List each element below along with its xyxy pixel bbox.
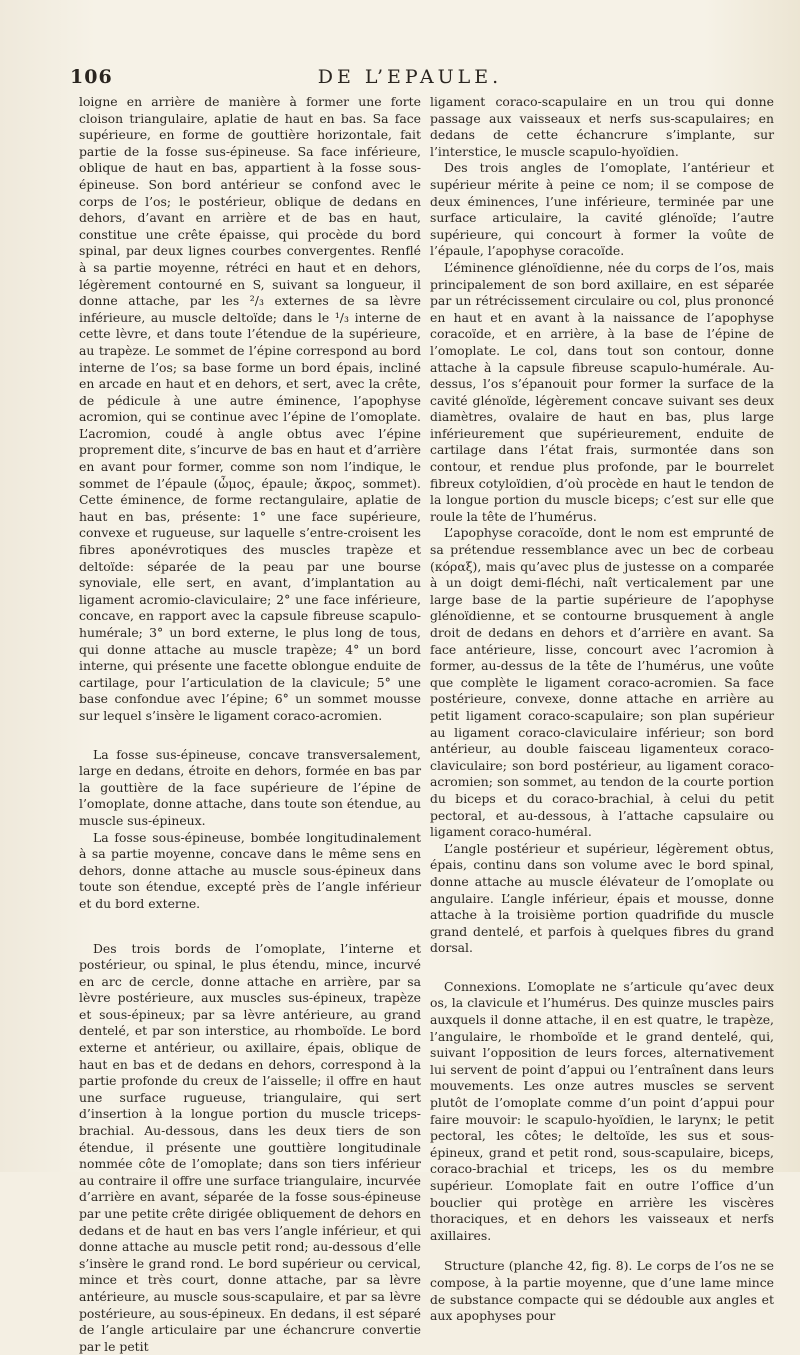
paragraph-angle-posterieur: L’angle postérieur et supérieur, légèrement obtus, épais, continu dans son volume avec le bord spinal, donne attache au muscle élévateur de l’omoplate ou angulaire. L’angle inférieur, épais et mousse, donne attache à la troisième portion quadrifide du muscle grand dentelé, et parfois à quelques fibres du grand dorsal. (430, 841, 774, 957)
page-header (70, 66, 750, 90)
paragraph-angles: Des trois angles de l’omoplate, l’antérieur et supérieur mérite à peine ce nom; il se compose de deux éminences, l’une inférieure, terminée par une surface articulaire, la cavité glénoïde; l’autre supérieure, qui concourt à former la voûte de l’épaule, l’apophyse coracoïde. (430, 160, 774, 260)
paragraph-ligament: ligament coraco-scapulaire en un trou qui donne passage aux vaisseaux et nerfs sus-scapulaires; en dedans de cette échancrure s’implante, sur l’interstice, le muscle scapulo-hyoïdien. (430, 94, 774, 160)
paragraph-connexions: Connexions. L’omoplate ne s’articule qu’avec deux os, la clavicule et l’humérus. Des quinze muscles pairs auxquels il donne attache, il en est quatre, le trapèze, l’angulaire, le rhomboïde et le grand dentelé, qui, suivant l’opposition de leurs forces, alternativement lui servent de point d’appui ou l’entraînent dans leurs mouvements. Les onze autres muscles se servent plutôt de l’omoplate comme d’un point d’appui pour faire mouvoir: le scapulo-hyoïdien, le larynx; le petit pectoral, les côtes; le deltoïde, les sus et sous-épineux, grand et petit rond, sous-scapulaire, biceps, coraco-brachial et triceps, les os du membre supérieur. L’omoplate fait en outre l’office d’un bouclier qui protège en arrière les viscères thoraciques, et en dehors les vaisseaux et nerfs axillaires. (430, 979, 774, 1245)
paragraph-bords: Des trois bords de l’omoplate, l’interne et postérieur, ou spinal, le plus étendu, mince, incurvé en arc de cercle, donne attache en arrière, par sa lèvre postérieure, aux muscles sus-épineux, trapèze et sous-épineux; par sa lèvre antérieure, au grand dentelé, et par son interstice, au rhomboïde. Le bord externe et antérieur, ou axillaire, épais, oblique de haut en bas et de dedans en dehors, correspond à la partie profonde du creux de l’aisselle; il offre en haut une surface rugueuse, triangulaire, qui sert d’insertion à la longue portion du muscle triceps-brachial. Au-dessous, dans les deux tiers de son étendue, il présente une gouttière longitudinale nommée côte de l’omoplate; dans son tiers inférieur au contraire il offre une surface triangulaire, incurvée d’arrière en avant, séparée de la fosse sous-épineuse par une petite crête dirigée obliquement de dehors en dedans et de haut en bas vers l’angle inférieur, et qui donne attache au muscle petit rond; au-dessous d’elle s’insère le grand rond. Le bord supérieur ou cervical, mince et très court, donne attache, par sa lèvre antérieure, au muscle sous-scapulaire, et par sa lèvre postérieure, au sous-épineux. En dedans, il est séparé de l’angle articulaire par une échancrure convertie par le petit (79, 941, 421, 1355)
paragraph-structure: Structure (planche 42, fig. 8). Le corps de l’os ne se compose, à la partie moyenne, que d’une lame mince de substance compacte qui se dédouble aux angles et aux apophyses pour (430, 1258, 774, 1324)
paragraph-apophyse-coracoide: L’apophyse coracoïde, dont le nom est emprunté de sa prétendue ressemblance avec un bec de corbeau (κόραξ), mais qu’avec plus de justesse on a comparée à un doigt demi-fléchi, naît verticalement par une large base de la partie supérieure de l’apophyse glénoïdienne, et se contourne brusquement à angle droit de dedans en dehors et d’arrière en avant. Sa face antérieure, lisse, concourt avec l’acromion à former, au-dessus de la tête de l’humérus, une voûte que complète le ligament coraco-acromien. Sa face postérieure, convexe, donne attache en arrière au petit ligament coraco-scapulaire; son plan supérieur au ligament coraco-claviculaire inférieur; son bord antérieur, au double faisceau ligamenteux coraco-claviculaire; son bord postérieur, au ligament coraco-acromien; son sommet, au tendon de la courte portion du biceps et du coraco-brachial, à celui du petit pectoral, et au-dessous, à l’attache capsulaire ou ligament coraco-huméral. (430, 525, 774, 840)
paragraph-eminence-glenoidienne: L’éminence glénoïdienne, née du corps de l’os, mais principalement de son bord axillaire, en est séparée par un rétrécissement circulaire ou col, plus prononcé en haut et en avant à la naissance de l’apophyse coracoïde, et en arrière, à la base de l’épine de l’omoplate. Le col, dans tout son contour, donne attache à la capsule fibreuse scapulo-humérale. Au-dessus, l’os s’épanouit pour former la surface de la cavité glénoïde, légèrement concave suivant ses deux diamètres, ovalaire de haut en bas, plus large inférieurement que supérieurement, enduite de cartilage dans l’état frais, surmontée dans son contour, et rendue plus profonde, par le bourrelet fibreux cotyloïdien, d’où procède en haut le tendon de la longue portion du muscle biceps; c’est sur elle que roule la tête de l’humérus. (430, 260, 774, 526)
paragraph-fosse-sus-epineuse: La fosse sus-épineuse, concave transversalement, large en dedans, étroite en dehors, formée en bas par la gouttière de la face supérieure de l’épine de l’omoplate, donne attache, dans toute son étendue, au muscle sus-épineux. (79, 747, 421, 830)
left-column (79, 94, 421, 1355)
right-column (430, 94, 774, 1325)
paragraph-epine: loigne en arrière de manière à former une forte cloison triangulaire, aplatie de haut en bas. Sa face supérieure, en forme de gouttière horizontale, fait partie de la fosse sus-épineuse. Sa face inférieure, oblique de haut en bas, appartient à la fosse sous-épineuse. Son bord antérieur se confond avec le corps de l’os; le postérieur, oblique de dedans en dehors, d’avant en arrière et de bas en haut, constitue une crête épaisse, qui procède du bord spinal, par deux lignes courbes convergentes. Renflé à sa partie moyenne, rétréci en haut et en dehors, légèrement contourné en S, suivant sa longueur, il donne attache, par les ²/₃ externes de sa lèvre inférieure, au muscle deltoïde; dans le ¹/₃ interne de cette lèvre, et dans toute l’étendue de la supérieure, au trapèze. Le sommet de l’épine correspond au bord interne de l’os; sa base forme un bord épais, incliné en arcade en haut et en dehors, et sert, avec la crête, de pédicule à une autre éminence, l’apophyse acromion, qui se continue avec l’épine de l’omoplate. L’acromion, coudé à angle obtus avec l’épine proprement dite, s’incurve de bas en haut et d’arrière en avant pour former, comme son nom l’indique, le sommet de l’épaule (ὦμος, épaule; ἄκρος, sommet). Cette éminence, de forme rectangulaire, aplatie de haut en bas, présente: 1° une face supérieure, convexe et rugueuse, sur laquelle s’entre-croisent les fibres aponévrotiques des muscles trapèze et deltoïde: séparée de la peau par une bourse synoviale, elle sert, en avant, d’implantation au ligament acromio-claviculaire; 2° une face inférieure, concave, en rapport avec la capsule fibreuse scapulo-humérale; 3° un bord externe, le plus long de tous, qui donne attache au muscle trapèze; 4° un bord interne, qui présente une facette oblongue enduite de cartilage, pour l’articulation de la clavicule; 5° une base confondue avec l’épine; 6° un sommet mousse sur lequel s’insère le ligament coraco-acromien. (79, 94, 421, 725)
running-title: DE L’EPAULE. (70, 66, 750, 88)
paragraph-fosse-sous-epineuse: La fosse sous-épineuse, bombée longitudinalement à sa partie moyenne, concave dans le même sens en dehors, donne attache au muscle sous-épineux dans toute son étendue, excepté près de l’angle inférieur et du bord externe. (79, 830, 421, 913)
page-number: 106 (70, 66, 113, 88)
